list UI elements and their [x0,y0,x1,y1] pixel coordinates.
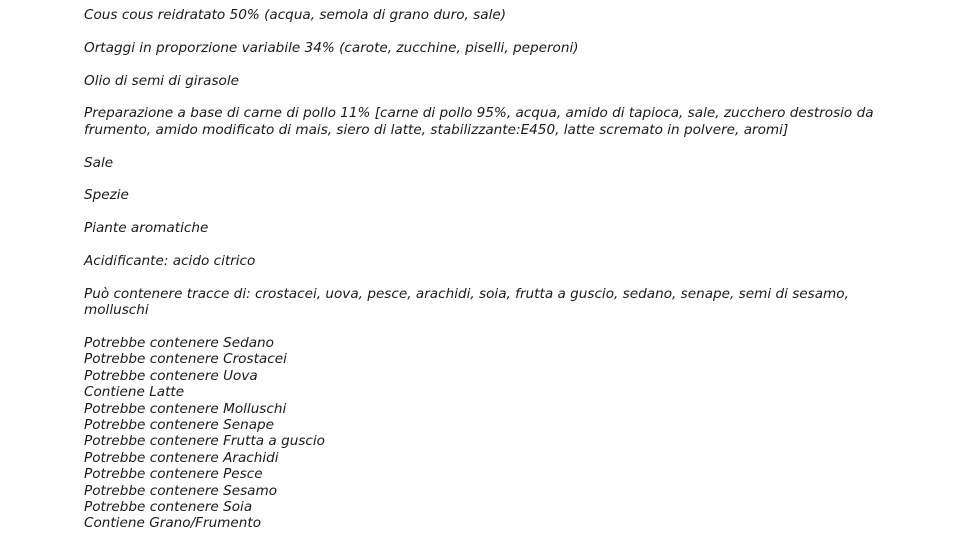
ingredient-salt: Sale [84,154,114,171]
traces-statement: Può contenere tracce di: crostacei, uova, pesce, arachidi, soia, frutta a guscio, sedano, senape, semi di sesamo, molluschi [84,285,849,319]
allergen-item: Potrebbe contenere Soia [84,499,253,516]
ingredients-document [84,7,904,532]
allergen-item: Potrebbe contenere Frutta a guscio [84,433,325,450]
allergen-item: Potrebbe contenere Senape [84,417,275,434]
ingredient-chicken-preparation: Preparazione a base di carne di pollo 11% [carne di pollo 95%, acqua, amido di tapioca, sale, zucchero destrosio da frumento, amido modificato di mais, siero di latte, stabilizzante:E450, latte scremato in polvere, aromi] [84,105,874,138]
ingredient-herbs: Piante aromatiche [84,220,209,237]
allergen-item: Potrebbe contenere Arachidi [84,449,279,466]
allergen-list [84,335,904,532]
allergen-item: Contiene Grano/Frumento [84,515,262,532]
allergen-item: Potrebbe contenere Sesamo [84,482,278,499]
allergen-item: Potrebbe contenere Pesce [84,466,263,483]
ingredient-spices: Spezie [84,187,129,204]
allergen-item: Potrebbe contenere Crostacei [84,351,287,368]
allergen-item: Potrebbe contenere Uova [84,367,258,384]
ingredient-acidifier: Acidificante: acido citrico [84,252,256,269]
ingredient-vegetables: Ortaggi in proporzione variabile 34% (carote, zucchine, piselli, peperoni) [84,39,579,56]
ingredient-couscous: Cous cous reidratato 50% (acqua, semola di grano duro, sale) [84,7,507,23]
allergen-item: Potrebbe contenere Sedano [84,334,274,351]
allergen-item: Contiene Latte [84,384,185,401]
allergen-item: Potrebbe contenere Molluschi [84,400,287,417]
ingredient-sunflower-oil: Olio di semi di girasole [84,72,239,89]
